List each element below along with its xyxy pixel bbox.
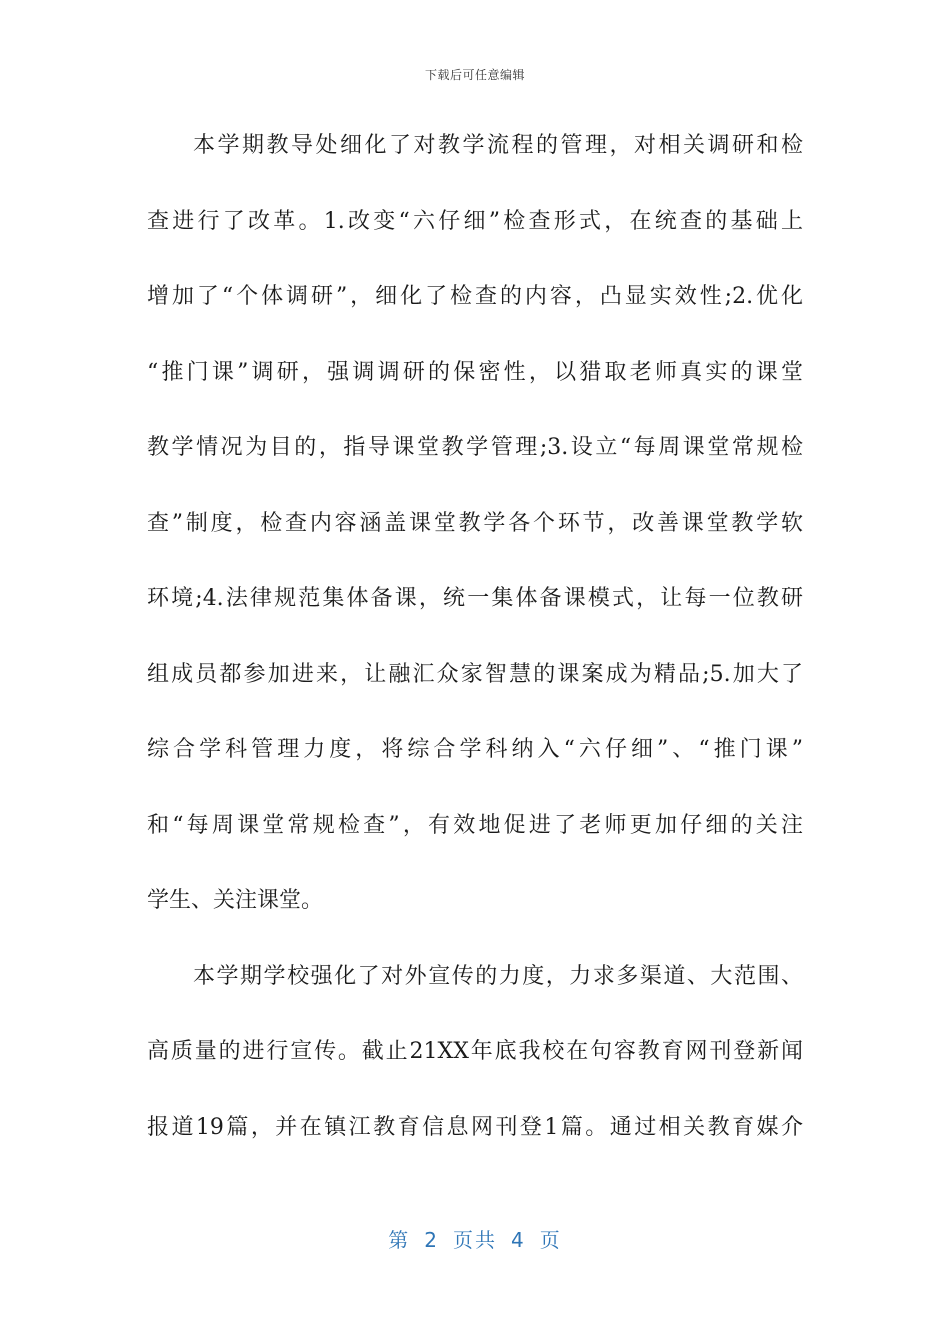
document-body [147, 124, 803, 1181]
paragraph-1-line-4: “推门课”调研，强调调研的保密性，以猎取老师真实的课堂 [147, 359, 803, 385]
paragraph-1-line-7: 环境;4.法律规范集体备课，统一集体备课模式，让每一位教研 [147, 586, 803, 611]
paragraph-1-line-2: 查进行了改革。1.改变“六仔细”检查形式，在统查的基础上 [147, 208, 803, 234]
paragraph-1-line-9: 综合学科管理力度，将综合学科纳入“六仔细”、“推门课” [147, 737, 803, 762]
paragraph-2-line-3: 报道19篇，并在镇江教育信息网刊登1篇。通过相关教育媒介 [147, 1114, 803, 1140]
paragraph-1-line-8: 组成员都参加进来，让融汇众家智慧的课案成为精品;5.加大了 [147, 661, 803, 687]
paragraph-1-line-11: 学生、关注课堂。 [147, 888, 324, 913]
footer-prefix: 第 [388, 1228, 411, 1252]
paragraph-1-line-5: 教学情况为目的，指导课堂教学管理;3.设立“每周课堂常规检 [147, 435, 803, 460]
header-note: 下载后可任意编辑 [424, 68, 525, 82]
paragraph-1-line-6: 查”制度，检查内容涵盖课堂教学各个环节，改善课堂教学软 [147, 510, 803, 536]
paragraph-2-line-2: 高质量的进行宣传。截止21XX年底我校在句容教育网刊登新闻 [147, 1039, 803, 1064]
footer-current-page: 2 [424, 1228, 439, 1252]
page-number-footer [0, 1224, 950, 1253]
footer-suffix: 页 [539, 1228, 562, 1252]
paragraph-1-line-3: 增加了“个体调研”，细化了检查的内容，凸显实效性;2.优化 [147, 284, 803, 309]
paragraph-1-line-10: 和“每周课堂常规检查”，有效地促进了老师更加仔细的关注 [147, 812, 803, 838]
footer-total-pages: 4 [511, 1228, 526, 1252]
paragraph-2-line-1: 本学期学校强化了对外宣传的力度，力求多渠道、大范围、 [193, 963, 803, 989]
paragraph-1-line-1: 本学期教导处细化了对教学流程的管理，对相关调研和检 [193, 133, 803, 158]
footer-middle: 页共 [453, 1228, 497, 1252]
